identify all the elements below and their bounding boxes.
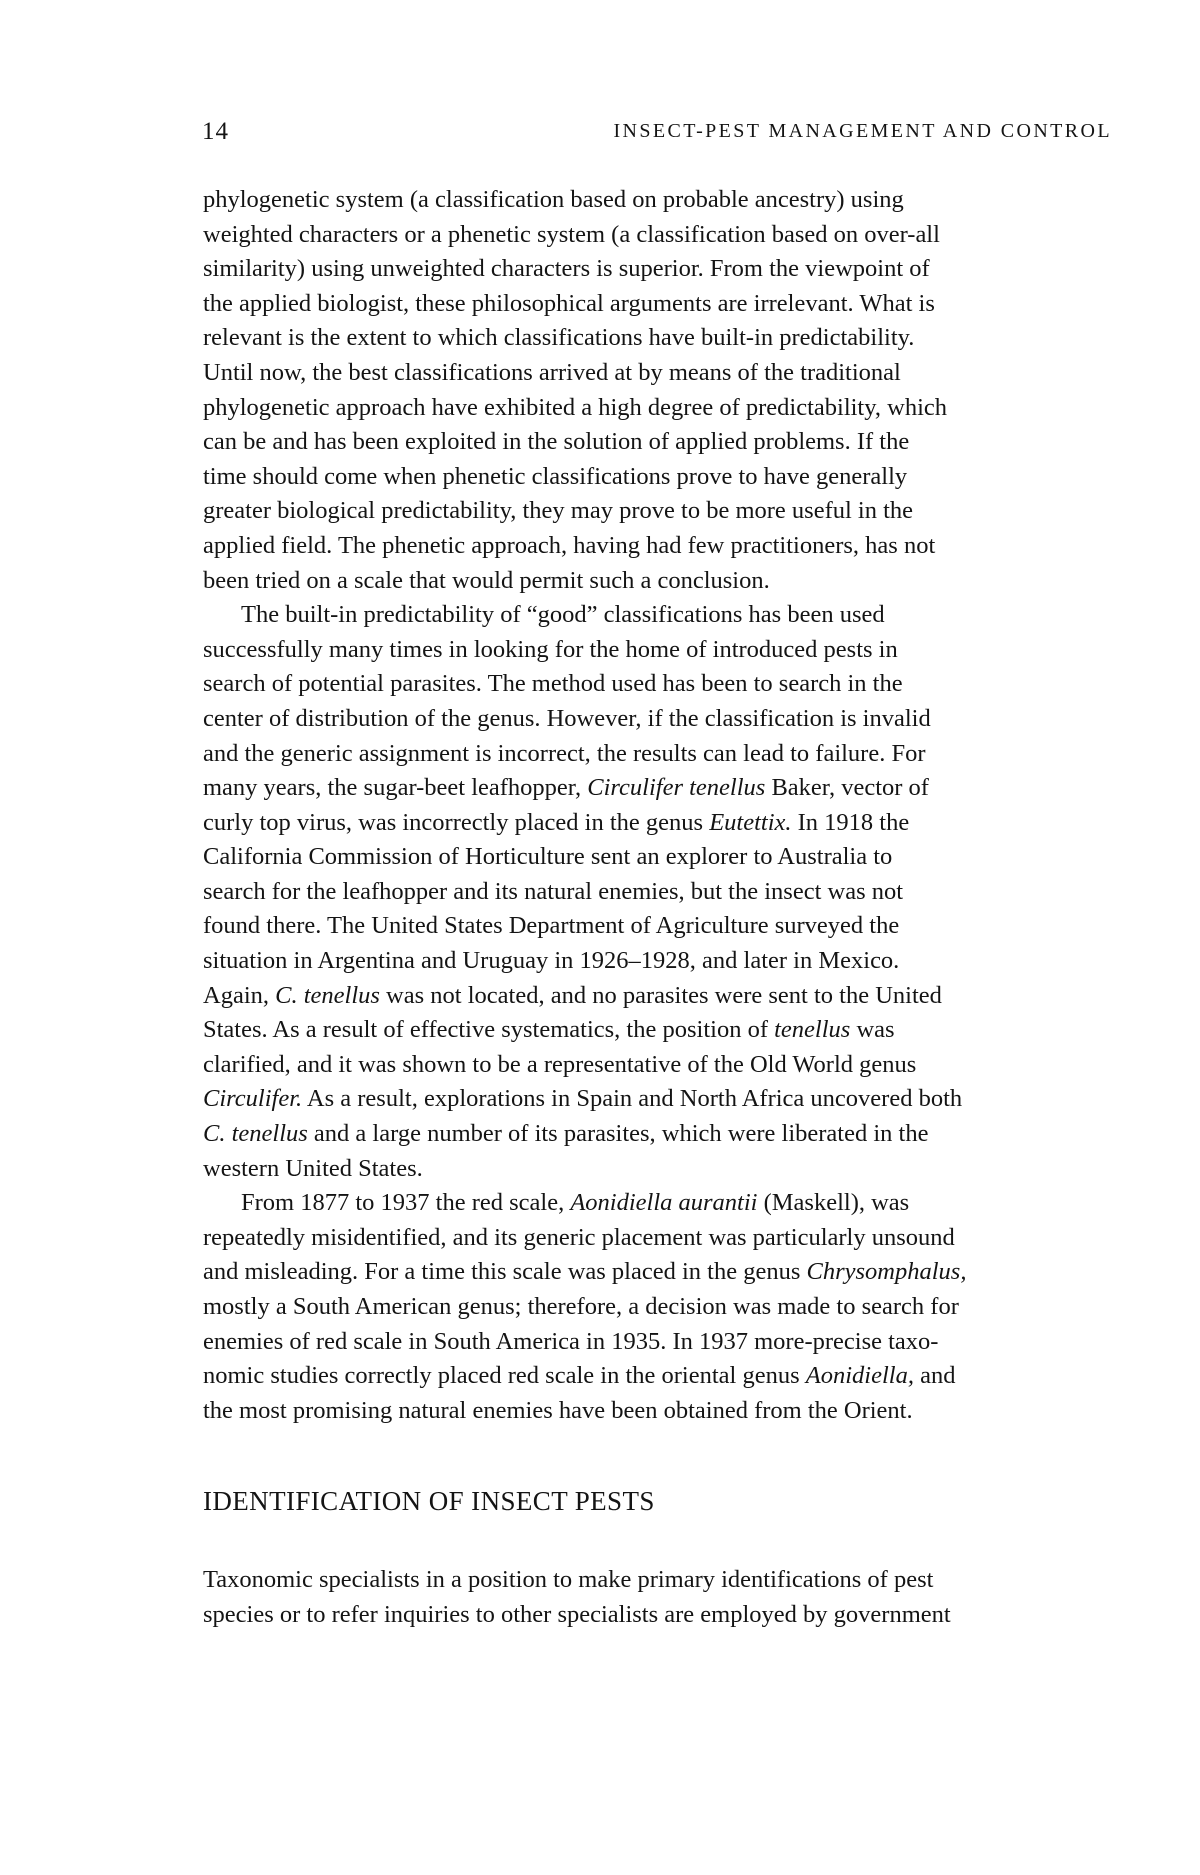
text-line: mostly a South American genus; therefore, a decision was made to search for — [203, 1293, 959, 1320]
text-line: species or to refer inquiries to other specialists are employed by government — [203, 1600, 951, 1628]
text-run: From 1877 to 1937 the red scale, — [241, 1189, 571, 1217]
text-line: similarity) using unweighted characters is superior. From the viewpoint of — [203, 255, 930, 283]
text-line: clarified, and it was shown to be a representative of the Old World genus — [203, 1050, 917, 1078]
page-number: 14 — [202, 118, 229, 145]
text-run: was not located, and no parasites were sent to the United — [379, 981, 942, 1009]
text-line: phylogenetic system (a classification based on probable ancestry) using — [203, 186, 904, 213]
text-run: and misleading. For a time this scale was placed in the genus — [203, 1258, 807, 1286]
species-name: tenellus — [774, 1016, 851, 1044]
text-line: center of distribution of the genus. However, if the classification is invalid — [203, 704, 931, 732]
text-line: found there. The United States Department of Agriculture surveyed the — [203, 912, 900, 940]
text-line — [203, 771, 1113, 806]
text-line — [203, 1186, 1113, 1221]
text-line: phylogenetic approach have exhibited a high degree of predictability, which — [203, 393, 948, 421]
text-line: applied field. The phenetic approach, having had few practitioners, has not — [203, 531, 936, 559]
text-line: successfully many times in looking for the home of introduced pests in — [203, 635, 898, 663]
text-line: search for the leafhopper and its natural enemies, but the insect was not — [203, 877, 904, 905]
species-name: Circulifer tenellus — [587, 774, 766, 802]
text-line: enemies of red scale in South America in 1935. In 1937 more-precise taxo- — [203, 1327, 939, 1355]
text-line — [203, 1013, 1113, 1048]
text-line: Until now, the best classifications arrived at by means of the traditional — [203, 358, 901, 386]
text-line: time should come when phenetic classifications prove to have generally — [203, 462, 908, 490]
text-run: Baker, vector of — [765, 774, 929, 802]
text-run: nomic studies correctly placed red scale in the oriental genus — [203, 1362, 806, 1390]
species-name: C. tenellus — [203, 1120, 308, 1148]
running-head — [202, 118, 1112, 158]
text-run: curly top virus, was incorrectly placed in the genus — [203, 808, 710, 836]
text-line: weighted characters or a phenetic system (a classification based on over-all — [203, 220, 940, 248]
text-run: In 1918 the — [791, 808, 910, 836]
text-line: The built-in predictability of “good” classifications has been used — [241, 601, 885, 629]
text-line: search of potential parasites. The method used has been to search in the — [203, 670, 903, 698]
paragraph-continuation — [203, 183, 1113, 598]
paragraph-leafhopper — [203, 598, 1113, 1186]
text-line: can be and has been exploited in the solution of applied problems. If the — [203, 428, 910, 456]
section-body — [203, 1563, 1113, 1632]
text-run: As a result, explorations in Spain and North Africa uncovered both — [302, 1085, 963, 1113]
text-run: Again, — [203, 981, 276, 1009]
text-run: was — [850, 1016, 895, 1044]
text-line: repeatedly misidentified, and its generic placement was particularly unsound — [203, 1223, 955, 1251]
text-line: and the generic assignment is incorrect, the results can lead to failure. For — [203, 739, 926, 767]
genus-name: Circulifer. — [203, 1085, 303, 1113]
body-text — [203, 183, 1113, 1428]
text-run: and a large number of its parasites, which were liberated in the — [307, 1120, 929, 1148]
running-title: INSECT-PEST MANAGEMENT AND CONTROL — [613, 120, 1112, 142]
text-line: relevant is the extent to which classifications have built-in predictability. — [203, 324, 915, 352]
text-line: Taxonomic specialists in a position to make primary identifications of pest — [203, 1566, 934, 1593]
section-heading: IDENTIFICATION OF INSECT PESTS — [203, 1486, 655, 1516]
species-name: Aonidiella aurantii — [570, 1189, 758, 1217]
text-line: greater biological predictability, they may prove to be more useful in the — [203, 497, 914, 525]
genus-name: Aonidiella, — [805, 1362, 914, 1390]
text-line — [203, 1082, 1113, 1117]
genus-name: Chrysomphalus, — [806, 1258, 967, 1286]
genus-name: Eutettix. — [709, 808, 792, 836]
text-line: California Commission of Horticulture sent an explorer to Australia to — [203, 843, 893, 871]
text-line — [203, 1359, 1113, 1394]
text-line — [203, 979, 1113, 1014]
text-run: States. As a result of effective systematics, the position of — [203, 1016, 775, 1044]
text-run: (Maskell), was — [757, 1189, 910, 1217]
text-line: been tried on a scale that would permit such a conclusion. — [203, 566, 770, 594]
text-run: and — [913, 1362, 956, 1390]
text-line: the most promising natural enemies have been obtained from the Orient. — [203, 1396, 913, 1424]
text-line — [203, 1255, 1113, 1290]
text-line: the applied biologist, these philosophical arguments are irrelevant. What is — [203, 289, 935, 317]
text-run: many years, the sugar-beet leafhopper, — [203, 774, 588, 802]
text-line: western United States. — [203, 1154, 423, 1182]
text-line: situation in Argentina and Uruguay in 1926–1928, and later in Mexico. — [203, 947, 900, 975]
text-line — [203, 806, 1113, 841]
species-name: C. tenellus — [275, 981, 380, 1009]
paragraph-red-scale — [203, 1186, 1113, 1428]
text-line — [203, 1117, 1113, 1152]
